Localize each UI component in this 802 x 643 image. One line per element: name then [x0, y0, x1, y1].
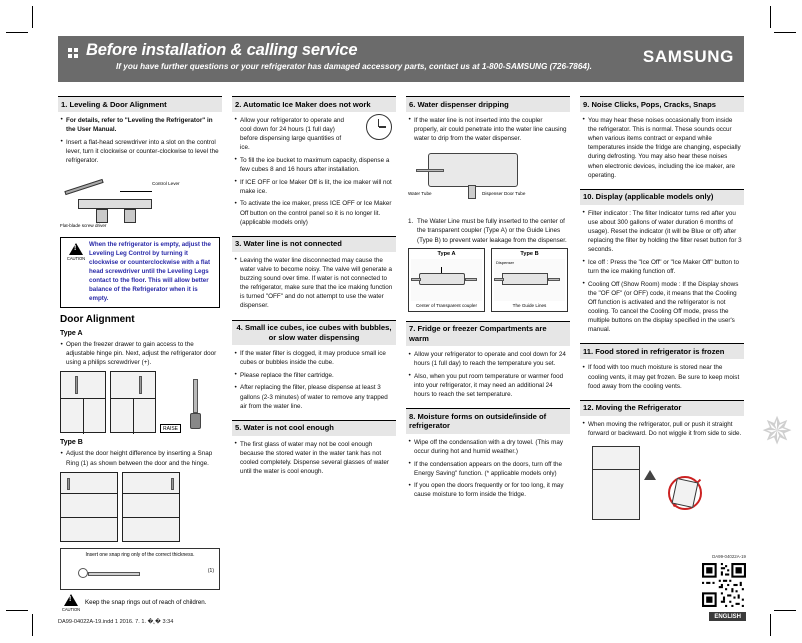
fridge-illustration: [60, 371, 106, 433]
caution-box-2: [60, 594, 220, 612]
content-columns: [58, 96, 744, 612]
item-number: 1.: [408, 218, 414, 226]
screwdriver-shape: [64, 179, 103, 195]
section-water-line-not-connected: [232, 236, 396, 311]
warning-triangle-icon: [64, 594, 78, 606]
crop-mark: [32, 6, 33, 28]
list-item: • If the water line is not inserted into the coupler properly, air could penetrate into the water line causing water to drip from the water dispenser.: [408, 116, 568, 143]
list-item: • If food with too much moisture is stored near the cooling vents, it may get frozen. Be sure to keep moist food away from the cooling vents.: [582, 363, 742, 390]
caution-text: When the refrigerator is empty, adjust the Leveling Leg Control by turning it clockwise or counterclockwise with a flat head screwdriver until the Leveling Legs contact to the floor. This will allow better balance of the Refrigerator when it is empty.: [89, 241, 211, 303]
crop-mark: [32, 614, 33, 636]
leveling-leg-shape: [124, 209, 136, 223]
snap-ring-number: (1): [207, 567, 214, 574]
list-item: • If you open the doors frequently or for too long, it may cause moisture to form inside the fridge.: [408, 481, 568, 499]
dispenser-nozzle-shape: [468, 185, 476, 199]
caution-label: CAUTION: [66, 256, 86, 262]
leg-base-shape: [78, 199, 152, 209]
leader-line: [120, 191, 152, 192]
list-item: • Wipe off the condensation with a dry towel. (This may occur during hot and humid weather.): [408, 438, 568, 456]
figure-label-water-tube: Water Tube: [408, 191, 432, 197]
caution-box: [60, 237, 220, 308]
section-moving-refrigerator: [580, 400, 744, 528]
fridge-illustration: [60, 472, 118, 542]
figure-label-screwdriver: Flat-blade screw driver: [60, 223, 107, 229]
pipe-shape: [494, 278, 504, 281]
crop-mark: [770, 6, 771, 28]
section-title: 10. Display (applicable models only): [580, 189, 744, 205]
list-item: • Leaving the water line disconnected may cause the water valve to become noisy. The valve will generate a buzzing sound over time. If water is not connected to the refrigerator, make sure that the ice making function is turned "OFF" and do not attempt to use the water dispenser.: [234, 256, 394, 311]
qr-code: [702, 563, 746, 607]
section-title: 9. Noise Clicks, Pops, Cracks, Snaps: [580, 96, 744, 112]
figure-type-b-doors: [60, 472, 220, 542]
numbered-item-text: The Water Line must be fully inserted to the center of the transparent coupler (Type A) or the Guide Lines (Type B) to prevent water leakage from the dispenser.: [417, 218, 567, 244]
snap-ring-caption: Insert one snap ring only of the correct thickness.: [85, 551, 195, 558]
figure-leveling-leg: [60, 169, 220, 231]
list-item: • Allow your refrigerator to operate and cool down for 24 hours (1 full day) to reach the temperature you set.: [408, 350, 568, 368]
list-item: • When moving the refrigerator, pull or push it straight forward or backward. Do not wiggle it from side to side.: [582, 420, 742, 438]
figure-moving-refrigerator: [582, 442, 742, 528]
coupler-type-comparison: [408, 248, 568, 312]
figure-type-b-coupler: [494, 259, 565, 301]
type-b-label: Type B: [60, 439, 83, 447]
crop-mark: [774, 32, 796, 33]
list-item: • To fill the ice bucket to maximum capacity, dispense a few cubes 8 and 16 hours after installation.: [234, 156, 394, 174]
crop-mark: [6, 32, 28, 33]
column-3: [406, 96, 570, 596]
numbered-item: [408, 217, 568, 244]
list-item-text: For details, refer to "Leveling the Refrigerator" in the User Manual.: [66, 116, 213, 134]
type-a-title: Type A: [437, 251, 456, 258]
list-item: • Allow your refrigerator to operate and cool down for 24 hours (1 full day) before dispensing large quantities of ice.: [234, 116, 349, 153]
section-noises: [580, 96, 744, 180]
water-tube-shape: [416, 169, 444, 172]
list-item: • Open the freezer drawer to gain access to the adjustable hinge pin. Next, adjust the refrigerator door using a philips screwdriver (+).: [60, 340, 220, 367]
leveling-leg-shape: [96, 209, 108, 223]
section-leveling-door-alignment: [58, 96, 222, 612]
type-b-box: [491, 248, 568, 312]
pipe-shape: [548, 278, 560, 281]
pipe-shape: [465, 278, 477, 281]
list-item: • After replacing the filter, please dispense at least 3 gallons (2-3 minutes) of water to remove any trapped air from the water line.: [234, 383, 394, 410]
section-water-dispenser-dripping: [406, 96, 570, 312]
figure-type-a-doors: [60, 371, 220, 433]
fridge-illustration: [592, 446, 640, 520]
list-item: • If the condensation appears on the doors, turn off the Energy Saving" function. (* applicable models only): [408, 460, 568, 478]
list-item: • Adjust the door height difference by inserting a Snap Ring (1) as shown between the door and the hinge.: [60, 449, 220, 467]
door-alignment-heading: Door Alignment: [60, 314, 135, 325]
section-water-not-cool: [232, 420, 396, 476]
caution-text: Keep the snap rings out of reach of children.: [85, 598, 207, 606]
type-a-label: Type A: [60, 330, 83, 337]
hinge-shape: [88, 572, 140, 576]
section-small-ice-cubes: [232, 320, 396, 411]
type-b-title: Type B: [520, 251, 539, 258]
figure-snap-ring: [64, 560, 216, 586]
section-display: [580, 189, 744, 335]
figure-label-dispenser-door-tube: Dispenser Door Tube: [482, 191, 526, 197]
section-title: 7. Fridge or freezer Compartments are warm: [406, 321, 570, 346]
list-item: • You may hear these noises occasionally from inside the refrigerator. This is normal. These sounds occur when various items contract or expand while temperatures inside the fridge are changing, especially during defrosting. You may also hear these noises when electronic devices, including the ice maker, are operating.: [582, 116, 742, 180]
samsung-logo: SAMSUNG: [642, 47, 734, 66]
section-title: 4. Small ice cubes, ice cubes with bubbles, or slow water dispensing: [232, 320, 396, 345]
fridge-illustration: [122, 472, 180, 542]
clock-icon: [366, 114, 392, 140]
warning-triangle-icon: [69, 243, 83, 255]
figure-label-raise: RAISE: [160, 424, 181, 433]
document-code: DA99-04022A-19: [712, 554, 746, 559]
list-item: [60, 116, 220, 134]
leader-line: [441, 267, 442, 273]
figure-type-a-coupler: [411, 259, 482, 301]
caution-label: CAUTION: [61, 606, 81, 612]
list-item: • Please replace the filter cartridge.: [234, 371, 394, 380]
page-title: Before installation & calling service: [86, 41, 358, 59]
crop-mark: [6, 610, 28, 611]
list-item: • Filter indicator : The filter Indicator turns red after you use about 300 gallons of water duration 6 months of usage). Reset the indicator (it will be Blue or off) after replacing the filter by holding the filter reset button for 3 seconds.: [582, 209, 742, 255]
crop-mark: [770, 614, 771, 636]
figure-label-dispenser: Dispenser: [496, 260, 515, 266]
crop-mark: [774, 610, 796, 611]
document-header: [58, 36, 744, 82]
list-item: • Ice off : Press the "Ice Off" or "Ice Maker Off" button to turn the ice making function off.: [582, 258, 742, 276]
figure-label-control-lever: Control Lever: [152, 181, 180, 187]
figure-water-dispenser: [408, 147, 568, 211]
section-moisture: [406, 408, 570, 499]
section-title: 6. Water dispenser dripping: [406, 96, 570, 112]
snap-ring-shape: [78, 568, 88, 578]
section-title: 3. Water line is not connected: [232, 236, 396, 252]
list-item: • If the water filter is clogged, it may produce small ice cubes or bubbles inside the cube.: [234, 349, 394, 367]
pipe-shape: [411, 278, 421, 281]
type-a-caption: Center of Transparent coupler: [415, 303, 478, 309]
section-title: 11. Food stored in refrigerator is frozen: [580, 343, 744, 359]
arrow-icon: [644, 470, 656, 480]
dots-icon: [68, 48, 80, 60]
column-1: [58, 96, 222, 612]
column-2: [232, 96, 396, 596]
print-footer: DA99-04022A-19.indd 1 2016. 7. 1. �˿� 3:34: [58, 619, 174, 625]
type-a-box: [408, 248, 485, 312]
list-item: • To activate the ice maker, press ICE OFF or Ice Maker Off button on the control panel so it is no longer lit. (applicable models only): [234, 199, 394, 226]
list-item: • Also, when you put room temperature or warmer food into your refrigerator, it may need an additional 24 hours to reach the set temperature.: [408, 372, 568, 399]
section-food-frozen: [580, 343, 744, 390]
list-item: • Insert a flat-head screwdriver into a slot on the control lever, turn it clockwise or counter-clockwise to level the refrigerator.: [60, 138, 220, 165]
type-b-caption: The Guide Lines: [512, 303, 547, 309]
snap-ring-box: [60, 548, 220, 590]
language-badge: ENGLISH: [709, 612, 746, 621]
transparent-coupler-shape: [419, 273, 465, 285]
section-title: 5. Water is not cool enough: [232, 420, 396, 436]
section-title: 12. Moving the Refrigerator: [580, 400, 744, 416]
asterisk-decoration: ✵: [761, 411, 793, 453]
section-title: 8. Moisture forms on outside/inside of refrigerator: [406, 408, 570, 433]
guide-lines-coupler-shape: [502, 273, 548, 285]
section-ice-maker: [232, 96, 396, 227]
fridge-illustration: [110, 371, 156, 433]
header-subtitle: If you have further questions or your refrigerator has damaged accessory parts, contact us at 1-800-SAMSUNG (726-7864).: [116, 62, 592, 71]
list-item: • If ICE OFF or Ice Maker Off is lit, the ice maker will not make ice.: [234, 178, 394, 196]
section-title: 1. Leveling & Door Alignment: [58, 96, 222, 112]
section-compartments-warm: [406, 321, 570, 400]
list-item: • Cooling Off (Show Room) mode : If the Display shows the "OF OF" (or OFF) code, it means that the Cooling Off function is activated and the refrigerator is not cooling. To cancel the Cooling Off mode, press the multiple buttons on the display specified in the user's manual.: [582, 280, 742, 335]
section-title: 2. Automatic Ice Maker does not work: [232, 96, 396, 112]
screwdriver-illustration: [185, 379, 219, 433]
column-4: [580, 96, 744, 596]
list-item: • The first glass of water may not be cool enough because the stored water in the water tank has not cooled completely. Dispense several glasses of water until the water is cool enough.: [234, 440, 394, 477]
